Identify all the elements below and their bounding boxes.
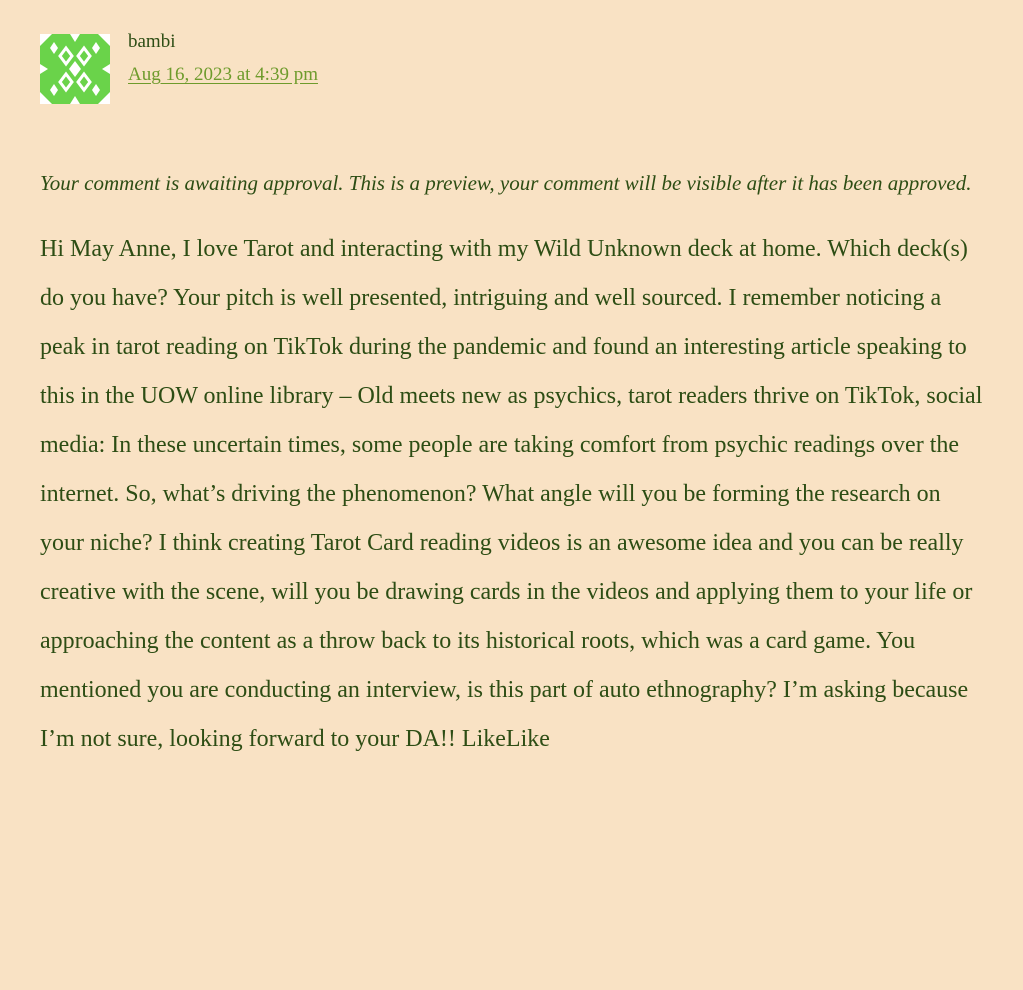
awaiting-approval-notice: Your comment is awaiting approval. This is a preview, your comment will be visible after it has been approved. — [40, 171, 972, 195]
comment-meta-text — [128, 28, 318, 88]
comment-body — [40, 225, 990, 764]
identicon-avatar — [40, 34, 110, 104]
comment-meta — [40, 31, 990, 106]
comment-author: bambi — [128, 31, 176, 52]
comment — [40, 31, 990, 764]
like-link[interactable]: LikeLike — [461, 726, 550, 752]
comment-date-link[interactable]: Aug 16, 2023 at 4:39 pm — [128, 64, 318, 85]
comment-body-text: Hi May Anne, I love Tarot and interacting with my Wild Unknown deck at home. Which deck(s) do you have? Your pitch is well presented, intriguing and well sourced. I remember noticing a peak in tarot reading on TikTok during the pandemic and found an interesting article speaking to this in the UOW online library – Old meets new as psychics, tarot readers thrive on TikTok, social media: In these uncertain times, some people are taking comfort from psychic readings over the internet. So, what’s driving the phenomenon? What angle will you be forming the research on your niche? I think creating Tarot Card reading videos is an awesome idea and you can be really creative with the scene, will you be drawing cards in the videos and applying them to your life or approaching the content as a throw back to its historical roots, which was a card game. You mentioned you are conducting an interview, is this part of auto ethnography? I’m asking because I’m not sure, looking forward to your DA!! — [40, 236, 983, 752]
